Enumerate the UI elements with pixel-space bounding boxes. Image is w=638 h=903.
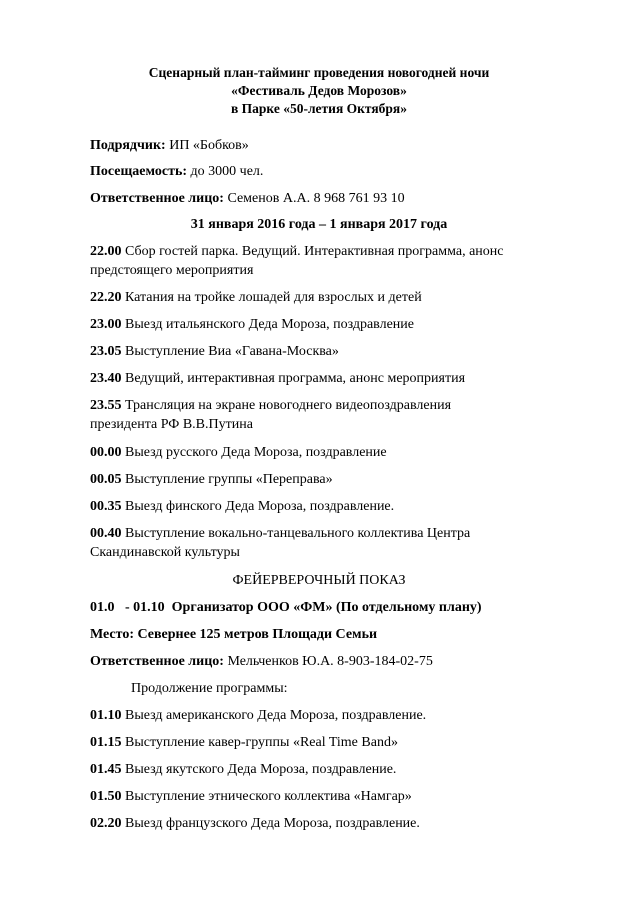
fireworks-responsible-label: Ответственное лицо: (90, 654, 224, 669)
contractor-label: Подрядчик: (90, 138, 166, 153)
schedule-time: 23.40 (90, 371, 122, 386)
schedule-time: 22.20 (90, 290, 122, 305)
fireworks-responsible-line (90, 653, 560, 671)
schedule-item (90, 243, 560, 261)
title-line-2: «Фестиваль Дедов Морозов» (231, 83, 407, 98)
schedule-item-continuation: Скандинавской культуры (90, 545, 240, 560)
schedule-time: 23.05 (90, 344, 122, 359)
schedule-item (90, 788, 560, 806)
schedule-item (90, 471, 560, 489)
schedule-text: Выступление группы «Переправа» (121, 472, 333, 487)
schedule-text: Сбор гостей парка. Ведущий. Интерактивная программа, анонс (121, 244, 504, 259)
responsible-value: Семенов А.А. 8 968 761 93 10 (223, 191, 405, 206)
schedule-item-continuation: предстоящего мероприятия (90, 263, 254, 278)
schedule-item (90, 734, 560, 752)
schedule-item (90, 707, 560, 725)
schedule-time: 00.05 (90, 472, 122, 487)
schedule-time: 02.20 (90, 816, 122, 831)
title-line-3: в Парке «50-летия Октября» (231, 101, 407, 116)
schedule-item (90, 289, 560, 307)
schedule-time: 00.35 (90, 499, 122, 514)
schedule-text: Выезд итальянского Деда Мороза, поздравление (121, 317, 415, 332)
responsible-line (90, 190, 560, 208)
fireworks-responsible-value: Мельченков Ю.А. 8-903-184-02-75 (223, 654, 433, 669)
schedule-item (90, 397, 560, 415)
schedule-time: 00.00 (90, 445, 122, 460)
schedule-text: Выступление вокально-танцевального коллектива Центра (121, 526, 471, 541)
schedule-time: 23.55 (90, 398, 122, 413)
contractor-value: ИП «Бобков» (165, 138, 249, 153)
schedule-text: Выезд американского Деда Мороза, поздравление. (121, 708, 427, 723)
schedule-item (90, 444, 560, 462)
schedule-text: Выступление Виа «Гавана-Москва» (121, 344, 339, 359)
schedule-item (90, 815, 560, 833)
schedule-text: Выезд финского Деда Мороза, поздравление. (121, 499, 395, 514)
fireworks-time-line: 01.0 - 01.10 Организатор ООО «ФМ» (По отдельному плану) (90, 600, 482, 615)
schedule-text: Выступление кавер-группы «Real Time Band» (121, 735, 398, 750)
schedule-time: 01.45 (90, 762, 122, 777)
contractor-line (90, 137, 560, 155)
schedule-item (90, 343, 560, 361)
attendance-line (90, 163, 560, 181)
responsible-label: Ответственное лицо: (90, 191, 224, 206)
date-range: 31 января 2016 года – 1 января 2017 года (190, 217, 448, 232)
attendance-value: до 3000 чел. (187, 164, 264, 179)
schedule-text: Трансляция на экране новогоднего видеопоздравления (121, 398, 452, 413)
attendance-label: Посещаемость: (90, 164, 188, 179)
title-line-1: Сценарный план-тайминг проведения новогодней ночи (148, 65, 490, 80)
schedule-time: 23.00 (90, 317, 122, 332)
schedule-item (90, 316, 560, 334)
schedule-time: 01.50 (90, 789, 122, 804)
schedule-item (90, 761, 560, 779)
schedule-item (90, 525, 560, 543)
schedule-text: Ведущий, интерактивная программа, анонс мероприятия (121, 371, 466, 386)
schedule-time: 00.40 (90, 526, 122, 541)
schedule-text: Выезд якутского Деда Мороза, поздравление. (121, 762, 397, 777)
schedule-item-continuation: президента РФ В.В.Путина (90, 417, 253, 432)
schedule-text: Выступление этнического коллектива «Намгар» (121, 789, 412, 804)
schedule-time: 01.10 (90, 708, 122, 723)
schedule-time: 22.00 (90, 244, 122, 259)
fireworks-heading: ФЕЙЕРВЕРОЧНЫЙ ПОКАЗ (232, 573, 406, 588)
schedule-text: Выезд французского Деда Мороза, поздравление. (121, 816, 420, 831)
schedule-item (90, 498, 560, 516)
schedule-text: Катания на тройке лошадей для взрослых и детей (121, 290, 422, 305)
fireworks-place-line: Место: Севернее 125 метров Площади Семьи (90, 627, 378, 642)
schedule-text: Выезд русского Деда Мороза, поздравление (121, 445, 387, 460)
continuation-label: Продолжение программы: (131, 681, 288, 696)
schedule-time: 01.15 (90, 735, 122, 750)
schedule-item (90, 370, 560, 388)
